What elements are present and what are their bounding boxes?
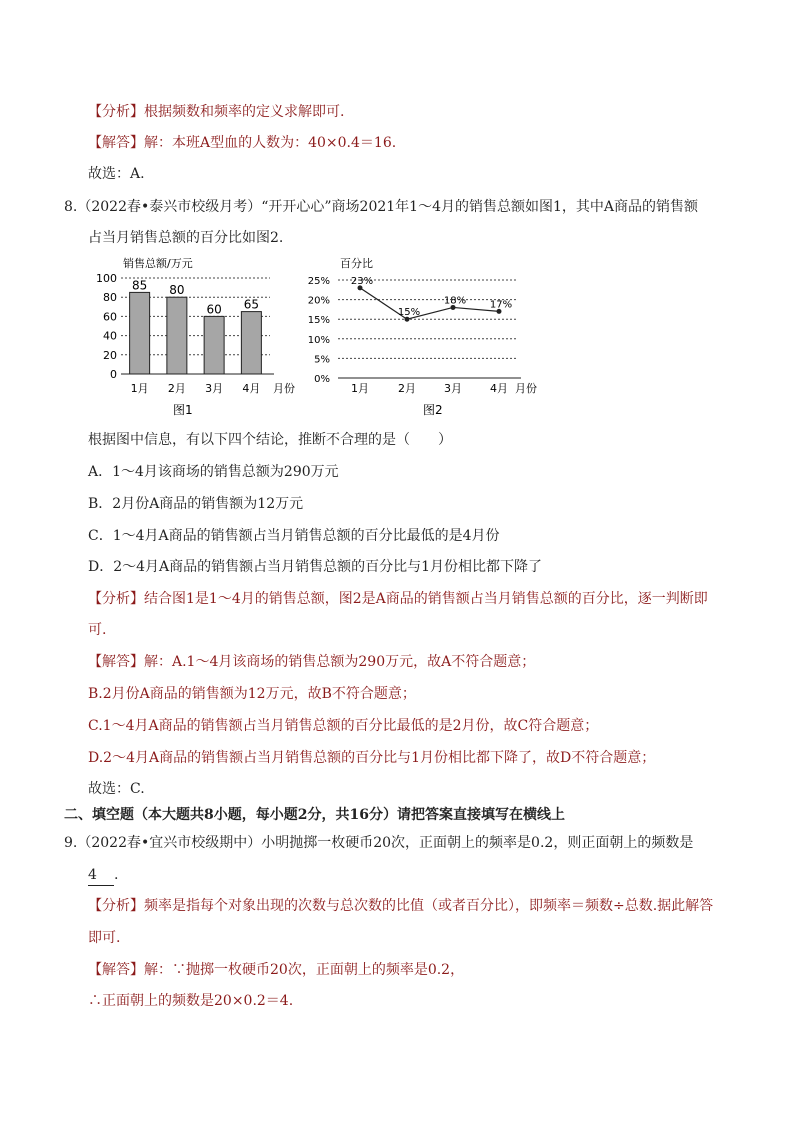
y-tick-label: 15% [307,315,330,327]
q8-analysis-line2: 可. [88,622,107,638]
x-tick-label: 3月 [444,382,462,395]
y-tick-label: 0 [110,368,117,381]
chart1-caption: 图1 [173,403,193,417]
q7-analysis [88,102,344,122]
analysis-tag: 【分析】 [88,104,144,120]
bar [204,316,224,374]
y-tick-label: 20% [307,295,330,307]
x-tick-label: 2月 [167,382,186,395]
x-tick-label: 1月 [351,382,369,395]
answer-text: 解：A.1～4月该商场的销售总额为290万元，故A不符合题意； [144,654,536,670]
y-tick-label: 0% [314,374,330,385]
q9-stem: 9.（2022春•宜兴市校级期中）小明抛掷一枚硬币20次，正面朝上的频率是0.2，则正面朝上的频数是 [64,835,694,851]
q8-answer-line1 [88,652,535,672]
bar [241,312,261,374]
q8-option-b: B．2月份A商品的销售额为12万元 [88,496,304,512]
point-value-label: 17% [489,299,513,311]
y-tick-label: 40 [103,329,117,343]
q8-analysis-line1 [88,589,708,609]
answer-tag: 【解答】 [88,962,144,978]
answer-text: 解：∵抛掷一枚硬币20次，正面朝上的频率是0.2， [144,962,465,978]
analysis-tag: 【分析】 [88,898,144,914]
analysis-tag: 【分析】 [88,591,144,607]
answer-blank: 4 [88,865,114,886]
bar-value-label: 65 [243,297,260,312]
q8-option-a: A．1～4月该商场的销售总额为290万元 [88,464,339,480]
q9-analysis-line2: 即可. [88,930,121,946]
y-tick-label: 25% [307,276,330,287]
x-tick-label: 4月 [242,382,261,395]
series-line [360,288,499,319]
q8-choice: 故选：C. [88,781,145,797]
q8-answer-line3: C.1～4月A商品的销售额占当月销售总额的百分比最低的是2月份，故C符合题意； [88,718,599,734]
q7-answer [88,133,396,153]
bar-value-label: 85 [131,278,148,293]
chart1-xlabel: 月份 [273,382,295,395]
x-tick-label: 3月 [205,382,224,395]
q8-answer-line2: B.2月份A商品的销售额为12万元，故B不符合题意； [88,686,416,702]
x-tick-label: 4月 [490,382,508,395]
q8-stem-line2: 占当月销售总额的百分比如图2. [88,230,284,246]
answer-tag: 【解答】 [88,135,144,151]
q9-answer-line [88,865,118,886]
answer-tag: 【解答】 [88,654,144,670]
q8-stem-line1: 8.（2022春•泰兴市校级月考）“开开心心”商场2021年1～4月的销售总额如图1，其中A商品的销售额 [64,199,699,215]
y-tick-label: 80 [103,291,117,305]
chart1-ylabel: 销售总额/万元 [123,257,193,270]
q7-choice: 故选：A. [88,166,145,182]
bar [130,292,150,374]
analysis-text: 频率是指每个对象出现的次数与总次数的比值（或者百分比），即频率＝频数÷总数.据此解答 [144,898,714,914]
bar-chart-figure1 [95,252,305,422]
y-tick-label: 10% [307,334,330,346]
point-value-label: 23% [350,275,374,287]
line-chart-figure2 [305,252,550,422]
q9-analysis-line1 [88,896,713,916]
q8-answer-line4: D.2～4月A商品的销售额占当月销售总额的百分比与1月份相比都下降了，故D不符合题意； [88,750,656,766]
analysis-text: 根据频数和频率的定义求解即可. [144,104,345,120]
bar-value-label: 60 [206,302,222,317]
bar-value-label: 80 [169,283,185,298]
chart2-ylabel: 百分比 [340,257,373,270]
section-heading: 二、填空题（本大题共8小题，每小题2分，共16分）请把答案直接填写在横线上 [64,807,565,823]
point-value-label: 18% [443,295,467,307]
q8-question: 根据图中信息，有以下四个结论，推断不合理的是（ ） [88,432,452,448]
bar [167,297,187,374]
x-tick-label: 2月 [398,382,416,395]
analysis-text: 结合图1是1～4月的销售总额，图2是A商品的销售额占当月销售总额的百分比，逐一判断即 [144,591,708,607]
y-tick-label: 5% [314,354,330,366]
answer-text: 解：本班A型血的人数为：40×0.4＝16. [144,135,397,151]
q9-answer-line2: ∴正面朝上的频数是20×0.2＝4. [88,993,294,1009]
answer-period: . [114,867,119,883]
chart2-xlabel: 月份 [515,382,537,395]
y-tick-label: 100 [96,272,117,285]
x-tick-label: 1月 [130,382,149,395]
y-tick-label: 20 [103,348,117,362]
chart2-caption: 图2 [423,403,443,417]
point-value-label: 15% [397,307,421,319]
q8-option-d: D．2～4月A商品的销售额占当月销售总额的百分比与1月份相比都下降了 [88,559,543,575]
q8-option-c: C．1～4月A商品的销售额占当月销售总额的百分比最低的是4月份 [88,528,500,544]
y-tick-label: 60 [103,310,117,324]
q9-answer-line1 [88,960,464,980]
